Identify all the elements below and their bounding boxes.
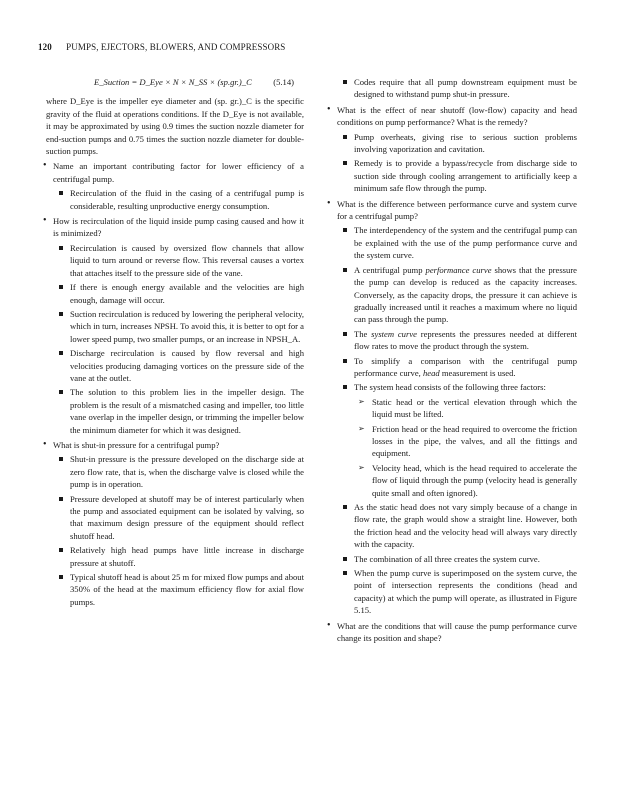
answer-bullet-head xyxy=(342,355,577,380)
question-performance-vs-system-curve: • What is the difference between performance curve and system curve for a centrifugal pump? xyxy=(328,198,577,223)
answer-bullet: Recirculation of the fluid in the casing of a centrifugal pump is considerable, resulting unproductive energy consumption. xyxy=(58,187,304,212)
answer-bullet: Discharge recirculation is caused by flow reversal and high velocities producing damaging vortices on the pressure side of the vane at the outlet. xyxy=(58,347,304,384)
equation-number: (5.14) xyxy=(273,77,294,87)
text-run: shows that the pressure the pump can develop is reduced as the capacity increases. Conversely, as the capacity drops, the pressure it can achieve is gradually increased until it reaches a maximum where no liquid can pass through the pump. xyxy=(354,264,577,325)
answer-bullet: The system head consists of the following three factors: xyxy=(342,381,577,393)
running-header xyxy=(38,42,583,56)
where-paragraph: where D_Eye is the impeller eye diameter and (sp. gr.)_C is the specific gravity of the fluid at operations conditions. If the D_Eye is not available, it may be approximated by using 0.9 times the suction nozzle diameter for end-suction pumps and 0.75 times the suction nozzle diameter for double-suction pumps. xyxy=(46,96,304,157)
left-column xyxy=(46,76,304,610)
arrow-item: ➢ Velocity head, which is the head required to accelerate the flow of liquid through the pump (velocity head is generally quite small and often ignored). xyxy=(360,462,577,499)
answer-bullet-system-curve xyxy=(342,328,577,353)
answer-bullet: Remedy is to provide a bypass/recycle from discharge side to suction side through cooling arrangement to artificially keep a minimum safe flow through the pump. xyxy=(342,157,577,194)
question-efficiency: • Name an important contributing factor for lower efficiency of a centrifugal pump. xyxy=(44,160,304,185)
question-recirculation: • How is recirculation of the liquid inside pump casing caused and how it is minimized? xyxy=(44,215,304,240)
emphasis-term: head xyxy=(422,367,440,378)
answer-bullet-performance-curve xyxy=(342,264,577,326)
text-run: The xyxy=(354,328,372,339)
arrow-item: ➢ Friction head or the head required to overcome the friction losses in the pipe, the valves, and all the fittings and equipment. xyxy=(360,423,577,460)
equation-text: E_Suction = D_Eye × N × N_SS × (sp.gr.)_C xyxy=(94,77,252,87)
answer-bullet: The interdependency of the system and the centrifugal pump can be explained with the use of the pump performance curve and the system curve. xyxy=(342,224,577,261)
answer-bullet: When the pump curve is superimposed on the system curve, the point of intersection represents the conditions (head and capacity) at which the pump will operate, as illustrated in Figure 5.15. xyxy=(342,567,577,617)
page-number: 120 xyxy=(38,42,52,52)
running-title: PUMPS, EJECTORS, BLOWERS, AND COMPRESSORS xyxy=(66,42,286,52)
text-run: measurement is used. xyxy=(439,367,516,378)
answer-bullet: Relatively high head pumps have little increase in discharge pressure at shutoff. xyxy=(58,544,304,569)
answer-bullet: The combination of all three creates the system curve. xyxy=(342,553,577,565)
answer-bullet: Recirculation is caused by oversized flow channels that allow liquid to turn around or reverse flow. This reversal causes a vortex that attaches itself to the pressure side of the vane. xyxy=(58,242,304,279)
answer-bullet: As the static head does not vary simply because of a change in flow rate, the graph would show a straight line. However, both the friction head and the velocity head will always vary directly with the capacity. xyxy=(342,501,577,551)
question-curve-change: • What are the conditions that will cause the pump performance curve change its position and shape? xyxy=(328,620,577,645)
answer-bullet: If there is enough energy available and the velocities are high enough, damage will occur. xyxy=(58,281,304,306)
answer-bullet: Pressure developed at shutoff may be of interest particularly when the pump and associated equipment can be isolated by valving, so that maximum design pressure of the equipment should reflect shutoff head. xyxy=(58,493,304,543)
text-run: To simplify a comparison with the centrifugal pump performance curve, xyxy=(354,355,577,378)
answer-bullet: The solution to this problem lies in the impeller design. The problem is the result of a mismatched casing and impeller, too little vane overlap in the impeller design, or trimming the impeller below the minimum diameter for which it was designed. xyxy=(58,386,304,436)
emphasis-term: performance curve xyxy=(425,264,492,275)
answer-bullet: Pump overheats, giving rise to serious suction problems involving vaporization and cavitation. xyxy=(342,131,577,156)
answer-bullet: Codes require that all pump downstream equipment must be designed to withstand pump shut-in pressure. xyxy=(342,76,577,101)
right-column xyxy=(330,76,577,646)
answer-bullet: Typical shutoff head is about 25 m for mixed flow pumps and about 350% of the head at the maximum efficiency flow for axial flow pumps. xyxy=(58,571,304,608)
answer-bullet: Shut-in pressure is the pressure developed on the discharge side at zero flow rate, that is, when the discharge valve is closed while the pump is in operation. xyxy=(58,453,304,490)
answer-bullet: Suction recirculation is reduced by lowering the peripheral velocity, which in turn, increases NPSH. To avoid this, it is better to opt for a lower speed pump, two smaller pumps, or an increase in NPSH_A. xyxy=(58,308,304,345)
question-low-flow: • What is the effect of near shutoff (low-flow) capacity and head conditions on pump performance? What is the remedy? xyxy=(328,104,577,129)
text-run: A centrifugal pump xyxy=(354,264,426,275)
question-shut-in-pressure: • What is shut-in pressure for a centrifugal pump? xyxy=(44,439,304,451)
emphasis-term: system curve xyxy=(371,328,417,339)
arrow-item: ➢ Static head or the vertical elevation through which the liquid must be lifted. xyxy=(360,396,577,421)
text-run: represents the pressures needed at different flow rates to move the product through the system. xyxy=(354,328,577,352)
equation-5-14 xyxy=(94,76,304,88)
